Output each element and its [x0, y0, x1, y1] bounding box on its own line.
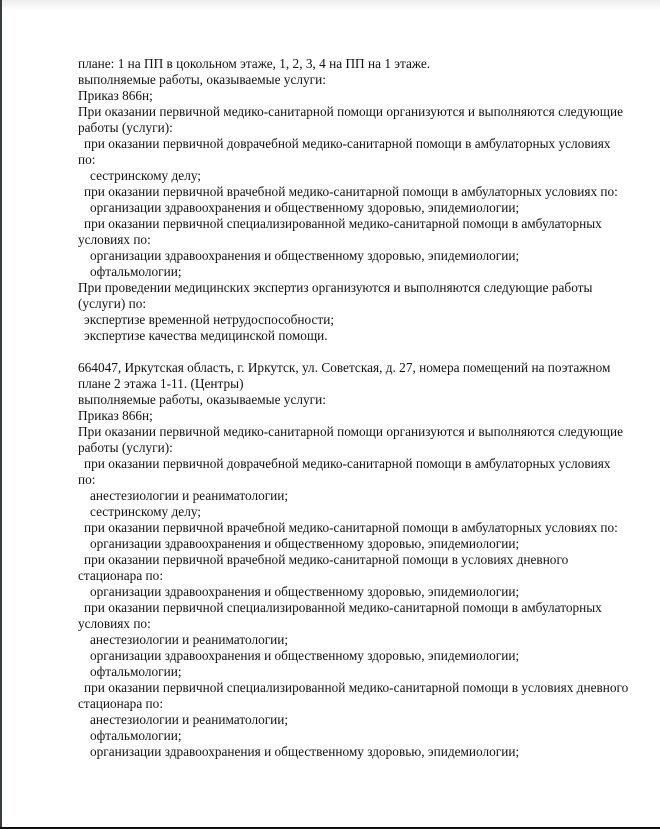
text-line: офтальмологии;: [90, 264, 182, 279]
text-line: при оказании первичной специализированной медико-санитарной помощи в условиях дневного: [84, 680, 629, 695]
text-line: плане: 1 на ПП в цокольном этаже, 1, 2, 3, 4 на ПП на 1 этаже.: [78, 56, 431, 71]
text-line: При оказании первичной медико-санитарной помощи организуются и выполняются следующие: [78, 104, 623, 119]
text-line: стационара по:: [78, 696, 164, 711]
text-line: анестезиологии и реаниматологии;: [90, 488, 289, 503]
text-line: офтальмологии;: [90, 728, 182, 743]
text-line: экспертизе временной нетрудоспособности;: [84, 312, 335, 327]
text-line: Приказ 866н;: [78, 88, 153, 103]
text-line: При проведении медицинских экспертиз организуются и выполняются следующие работы: [78, 280, 593, 295]
document-section: [78, 360, 648, 760]
text-line: стационара по:: [78, 568, 164, 583]
text-line: работы (услуги):: [78, 440, 173, 455]
text-line: при оказании первичной врачебной медико-санитарной помощи в амбулаторных условиях по:: [84, 520, 618, 535]
text-line: при оказании первичной врачебной медико-санитарной помощи в условиях дневного: [84, 552, 569, 567]
text-line: организации здравоохранения и общественному здоровью, эпидемиологии;: [90, 536, 520, 551]
text-line: при оказании первичной доврачебной медико-санитарной помощи в амбулаторных условиях: [84, 136, 611, 151]
text-line: организации здравоохранения и общественному здоровью, эпидемиологии;: [90, 648, 520, 663]
text-line: сестринскому делу;: [90, 168, 201, 183]
text-line: организации здравоохранения и общественному здоровью, эпидемиологии;: [90, 584, 520, 599]
text-line: офтальмологии;: [90, 664, 182, 679]
text-line: Приказ 866н;: [78, 408, 153, 423]
text-line: выполняемые работы, оказываемые услуги:: [78, 392, 326, 407]
text-line: (услуги) по:: [78, 296, 147, 311]
section-gap: [78, 344, 648, 360]
text-line: плане 2 этажа 1-11. (Центры): [78, 376, 244, 391]
document-section: [78, 56, 648, 344]
text-line: при оказании первичной специализированной медико-санитарной помощи в амбулаторных: [84, 600, 602, 615]
text-line: по:: [78, 152, 96, 167]
text-line: выполняемые работы, оказываемые услуги:: [78, 72, 326, 87]
text-line: сестринскому делу;: [90, 504, 201, 519]
text-line: условиях по:: [78, 616, 151, 631]
text-line: работы (услуги):: [78, 120, 173, 135]
text-line: при оказании первичной специализированной медико-санитарной помощи в амбулаторных: [84, 216, 602, 231]
text-line: при оказании первичной доврачебной медико-санитарной помощи в амбулаторных условиях: [84, 456, 611, 471]
page-top-shadow: [0, 0, 660, 10]
page-left-border: [0, 0, 2, 829]
text-line: 664047, Иркутская область, г. Иркутск, ул. Советская, д. 27, номера помещений на поэтажном: [78, 360, 611, 375]
text-line: анестезиологии и реаниматологии;: [90, 632, 289, 647]
text-line: анестезиологии и реаниматологии;: [90, 712, 289, 727]
text-line: организации здравоохранения и общественному здоровью, эпидемиологии;: [90, 200, 520, 215]
text-line: по:: [78, 472, 96, 487]
text-line: При оказании первичной медико-санитарной помощи организуются и выполняются следующие: [78, 424, 623, 439]
text-line: условиях по:: [78, 232, 151, 247]
document-page: [78, 56, 648, 760]
text-line: экспертизе качества медицинской помощи.: [84, 328, 328, 343]
text-line: организации здравоохранения и общественному здоровью, эпидемиологии;: [90, 248, 520, 263]
text-line: организации здравоохранения и общественному здоровью, эпидемиологии;: [90, 744, 520, 759]
text-line: при оказании первичной врачебной медико-санитарной помощи в амбулаторных условиях по:: [84, 184, 618, 199]
